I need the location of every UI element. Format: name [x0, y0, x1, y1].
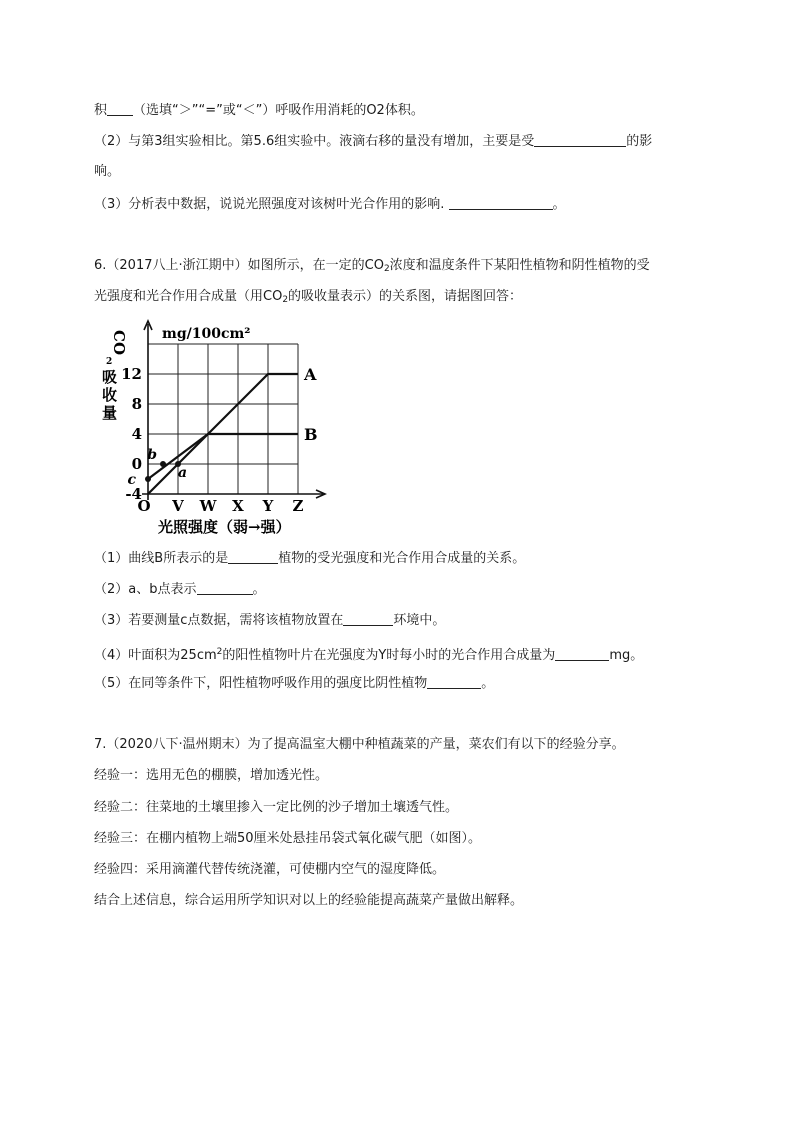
y-tick-label: -4 — [125, 485, 142, 503]
q6-blank-3[interactable] — [343, 611, 393, 626]
y-tick-label: 0 — [131, 455, 142, 473]
q6-text: 浓度和温度条件下某阳性植物和阴性植物的受 — [389, 258, 650, 273]
q6-text: （4）叶面积为25cm — [94, 648, 217, 663]
q6-intro-line-1 — [94, 257, 650, 278]
q6-sub-3 — [94, 611, 445, 630]
q5-line-2 — [94, 132, 652, 151]
q6-sub-5 — [94, 674, 494, 693]
y-tick-label: 12 — [121, 365, 142, 383]
x-tick-label: Z — [292, 497, 304, 515]
q6-blank-5[interactable] — [427, 674, 481, 689]
q7-experience-2: 经验二：往菜地的土壤里掺入一定比例的沙子增加土壤透气性。 — [94, 800, 459, 815]
x-tick-label: X — [232, 497, 244, 515]
q6-text: mg。 — [609, 648, 644, 663]
superscript: 2 — [216, 647, 223, 657]
point-b — [160, 461, 166, 467]
q5-text: 的影 — [626, 134, 653, 149]
y-axis-label — [110, 330, 128, 355]
chart-title: mg/100cm² — [162, 326, 251, 342]
subscript: 2 — [383, 264, 390, 274]
point-label-c: c — [127, 472, 136, 488]
point-label-b: b — [147, 447, 157, 463]
svg-text:CO — [110, 330, 128, 355]
q6-text: 。 — [481, 676, 495, 691]
q7-conclusion: 结合上述信息，综合运用所学知识对以上的经验能提高蔬菜产量做出解释。 — [94, 893, 524, 908]
y-tick-label: 8 — [131, 395, 142, 413]
q6-sub-2 — [94, 580, 266, 599]
q6-text: （2）a、b点表示 — [94, 582, 197, 597]
chart-series — [148, 365, 318, 494]
q6-text: 6.（2017八上·浙江期中）如图所示，在一定的CO — [94, 258, 384, 273]
q5-text: 积 — [94, 103, 108, 118]
q6-text: 光强度和光合作用合成量（用CO — [94, 289, 283, 304]
y-label-rest: 吸 收 量 — [102, 368, 118, 422]
q7-experience-3: 经验三：在棚内植物上端50厘米处悬挂吊袋式氧化碳气肥（如图）。 — [94, 831, 482, 846]
q6-sub-1 — [94, 549, 525, 568]
q6-sub-4 — [94, 643, 643, 665]
x-tick-label: Y — [262, 497, 274, 515]
q6-text: 的吸收量表示）的关系图，请据图回答： — [288, 289, 523, 304]
q6-blank-1[interactable] — [228, 549, 278, 564]
q6-text: 植物的受光强度和光合作用合成量的关系。 — [278, 551, 526, 566]
q5-line-3: 响。 — [94, 164, 121, 179]
q7-experience-1: 经验一：选用无色的棚膜，增加透光性。 — [94, 768, 329, 783]
y-tick-label: 4 — [131, 425, 142, 443]
q5-text: （3）分析表中数据，说说光照强度对该树叶光合作用的影响. — [94, 197, 445, 212]
q6-text: （1）曲线B所表示的是 — [94, 551, 229, 566]
q5-text: 。 — [552, 197, 566, 212]
x-tick-label: O — [137, 497, 151, 515]
q7-experience-4: 经验四：采用滴灌代替传统浇灌，可使棚内空气的湿度降低。 — [94, 862, 446, 877]
q6-text: 环境中。 — [393, 613, 446, 628]
q6-text: （3）若要测量c点数据，需将该植物放置在 — [94, 613, 344, 628]
x-tick-label: V — [172, 497, 184, 515]
q5-text: （选填“＞”“=”或“＜”）呼吸作用消耗的O2体积。 — [133, 103, 424, 118]
q6-blank-2[interactable] — [197, 580, 253, 595]
series-label-A: A — [304, 365, 317, 384]
y-label-sub: 2 — [106, 357, 113, 367]
q5-blank-1[interactable] — [107, 101, 133, 116]
q6-blank-4[interactable] — [555, 646, 609, 661]
subscript: 2 — [282, 295, 289, 305]
point-c — [145, 476, 151, 482]
y-label-main: CO — [110, 330, 128, 356]
q5-blank-2[interactable] — [534, 132, 626, 147]
x-tick-label: W — [199, 497, 217, 515]
x-axis-label: 光照强度（弱→强） — [158, 518, 291, 536]
point-label-a: a — [178, 465, 188, 481]
q5-blank-3[interactable] — [449, 195, 553, 210]
q6-intro-line-2 — [94, 288, 522, 309]
q7-intro: 7.（2020八下·温州期末）为了提高温室大棚中种植蔬菜的产量，菜农们有以下的经验分享。 — [94, 737, 625, 752]
q6-text: 的阳性植物叶片在光强度为Y时每小时的光合作用合成量为 — [222, 648, 556, 663]
light-co2-chart — [94, 318, 344, 540]
q6-text: 。 — [252, 582, 266, 597]
q5-line-4 — [94, 195, 566, 214]
series-label-B: B — [304, 425, 318, 444]
q5-line-1 — [94, 101, 424, 120]
q6-text: （5）在同等条件下，阳性植物呼吸作用的强度比阴性植物 — [94, 676, 428, 691]
q5-text: （2）与第3组实验相比。第5.6组实验中。液滴右移的量没有增加，主要是受 — [94, 134, 535, 149]
